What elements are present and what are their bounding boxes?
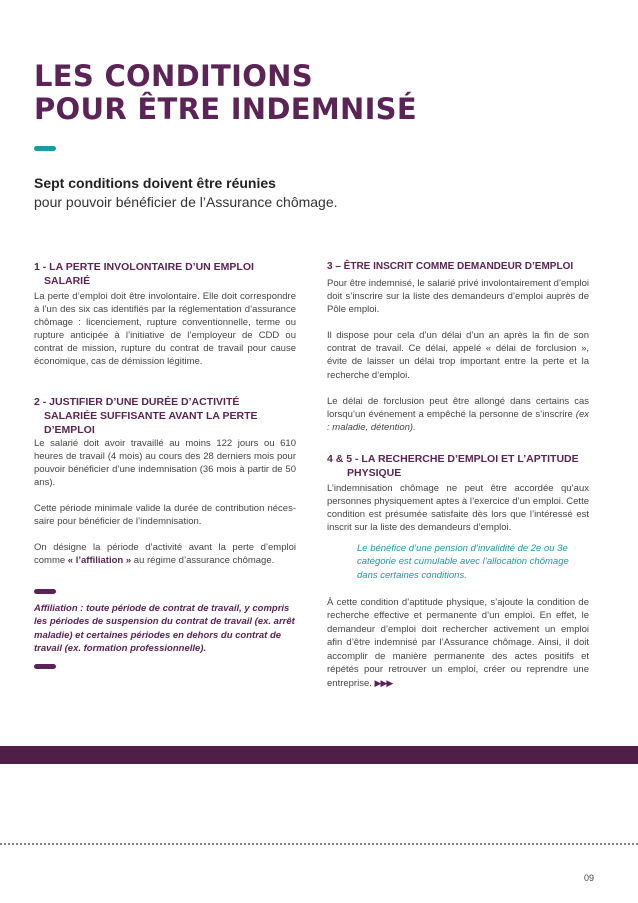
- section-2-text-3-end: au régime d’assurance chômage.: [131, 555, 275, 567]
- section-3-text-1: Pour être indemnisé, le salarié privé involontairement d’emploi doit s’inscrire sur la liste des demandeurs d’emploi auprès de Pôle emploi.: [327, 278, 589, 316]
- affiliation-top-dash: [34, 589, 56, 594]
- page-title-line-2: POUR ÊTRE INDEMNISÉ: [34, 92, 417, 126]
- invalidity-note: Le bénéfice d’une pension d’invalidité de 2e ou 3e catégorie est cumulable avec l’allocation chômage dans certaines conditions.: [357, 543, 569, 581]
- page-title-line-1: LES CONDITIONS: [34, 59, 313, 93]
- section-4-5-heading-line-2: PHYSIQUE: [347, 466, 402, 479]
- section-4-5-text-2: [327, 596, 589, 691]
- section-1-text: La perte d’emploi doit être involontaire. Elle doit correspondre à l’un des six cas identifiés par la réglementation d’assurance chômage : licenciement, rupture conventionnelle, terme ou rupture anticipée à l’initiative de l’employeur de CDD ou contrat de mission, rupture du contrat de travail pour cause économique, cas de démission légitime.: [34, 291, 296, 368]
- section-2-heading: [34, 395, 296, 437]
- intro-text: pour pouvoir bénéficier de l’Assurance chômage.: [34, 194, 338, 210]
- title-accent-dash: [34, 146, 56, 151]
- section-2-heading-line-3: D’EMPLOI: [44, 423, 95, 436]
- section-4-5-heading: [327, 452, 589, 480]
- section-3-heading: 3 – ÊTRE INSCRIT COMME DEMANDEUR D’EMPLOI: [327, 261, 574, 272]
- section-4-5-text-1: L’indemnisation chômage ne peut être accordée qu’aux personnes physiquement aptes à l’exercice d’un emploi. Cette condition est présumée satisfaite dès lors que l’intéressé est inscrit sur la liste des demandeurs d’emploi.: [327, 482, 589, 534]
- section-2-text-3: [34, 541, 296, 567]
- section-3-text-3: [327, 395, 589, 434]
- section-1-heading-line-2: SALARIÉ: [44, 275, 91, 287]
- section-2-heading-line-1: 2 - JUSTIFIER D’UNE DURÉE D’ACTIVITÉ: [34, 395, 240, 408]
- page-title: [34, 60, 474, 126]
- section-3-text-3-start: Le délai de forclusion peut être allongé dans certains cas lorsqu’un événement a empêché la personne de s’inscrire: [327, 395, 589, 420]
- section-3-text-2: Il dispose pour cela d’un délai d’un an après la fin de son contrat de travail. Ce délai, appelé « délai de forclusion », évite de laisser un délai trop important entre la perte et la recherche d’emploi.: [327, 330, 589, 381]
- section-1-heading-line-1: 1 - LA PERTE INVOLONTAIRE D’UN EMPLOI: [34, 261, 254, 273]
- affiliation-term: « l’affiliation »: [67, 555, 132, 567]
- continue-arrows-icon: ▶▶▶: [374, 677, 393, 688]
- intro-heading: Sept conditions doivent être réunies: [34, 175, 276, 191]
- section-2-text-2: Cette période minimale valide la durée de contribution néces-saire pour bénéficier de l’indemnisation.: [34, 502, 296, 528]
- section-2-text-1: Le salarié doit avoir travaillé au moins 122 jours ou 610 heures de travail (4 mois) au cours des 28 derniers mois pour pouvoir bénéficier d’une indemnisation (36 mois à partir de 50 ans).: [34, 437, 296, 488]
- page-number: 09: [583, 873, 594, 883]
- affiliation-bottom-dash: [34, 664, 56, 669]
- section-4-5-heading-line-1: 4 & 5 - LA RECHERCHE D’EMPLOI ET L’APTITUDE: [327, 452, 579, 465]
- section-1-heading: [34, 260, 296, 288]
- affiliation-definition: Affiliation : toute période de contrat de travail, y compris les périodes de suspension du contrat de travail (ex. arrêt maladie) et certaines périodes en dehors du contrat de travail (ex. formation professionnelle).: [34, 603, 295, 654]
- section-3-text-3-example: (ex : maladie, détention).: [327, 408, 589, 433]
- footer-band: [0, 746, 638, 764]
- section-4-5-text-2-body: À cette condition d’aptitude physique, s’ajoute la condition de recherche effective et permanente d’un emploi. En effet, le demandeur d’emploi doit rechercher activement un emploi afin d’être indemnisé par l’Assurance chômage. Ainsi, il doit accomplir de manière permanente des actes positifs et répétés pour retrouver un emploi, créer ou reprendre une entreprise.: [327, 596, 589, 689]
- section-2-text-3-start: On désigne la période d’activité avant la perte d’emploi comme: [34, 542, 296, 567]
- right-column: [327, 260, 589, 690]
- section-2-heading-line-2: SALARIÉE SUFFISANTE AVANT LA PERTE: [44, 409, 258, 422]
- dotted-separator: [0, 843, 638, 845]
- left-column: [34, 260, 296, 669]
